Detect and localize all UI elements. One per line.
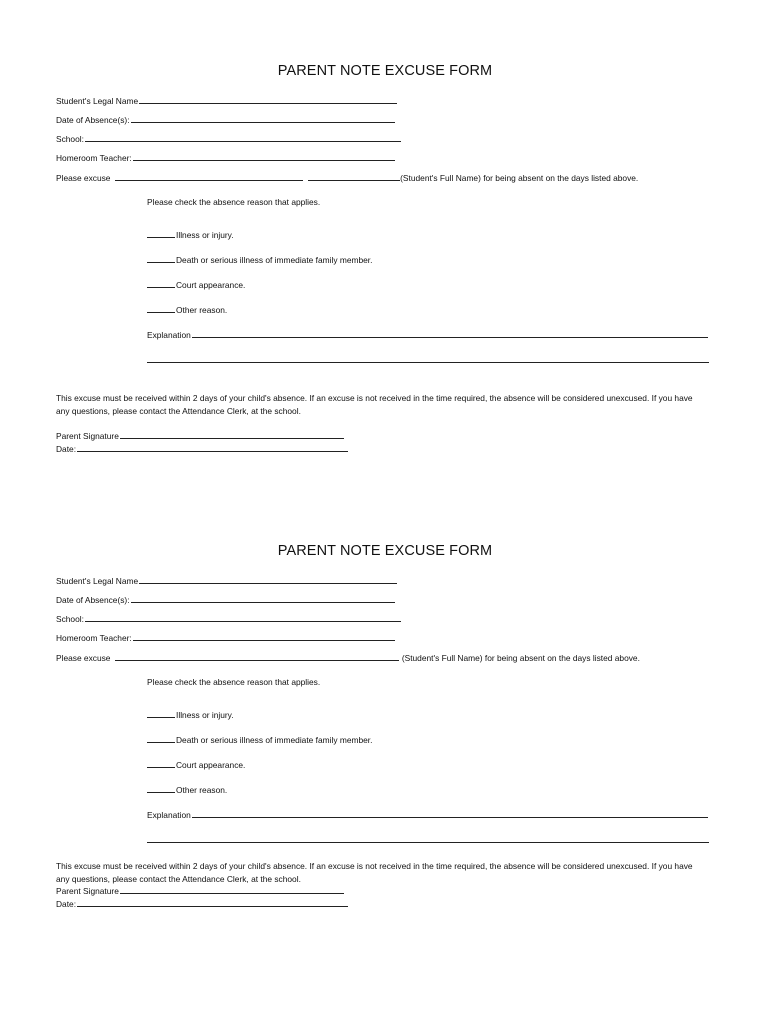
signature-label: Parent Signature: [56, 431, 119, 441]
homeroom-row: [56, 153, 395, 163]
reason-court: [147, 280, 245, 290]
reason-other: [147, 785, 227, 795]
reason-checkbox[interactable]: [147, 280, 175, 288]
form-title: PARENT NOTE EXCUSE FORM: [277, 543, 493, 559]
explanation-row-2: [147, 835, 709, 845]
date-absence-field[interactable]: [131, 595, 395, 603]
student-name-field-b[interactable]: [308, 173, 400, 181]
reason-checkbox[interactable]: [147, 760, 175, 768]
explanation-label: Explanation: [147, 330, 191, 340]
reason-other: [147, 305, 227, 315]
reason-checkbox[interactable]: [147, 255, 175, 263]
date-absence-label: Date of Absence(s):: [56, 115, 130, 125]
check-prompt: Please check the absence reason that applies.: [147, 197, 321, 207]
reason-court: [147, 760, 245, 770]
reason-label: Death or serious illness of immediate family member.: [176, 255, 373, 265]
school-field[interactable]: [85, 134, 401, 142]
homeroom-row: [56, 633, 395, 643]
notice-text: This excuse must be received within 2 days of your child's absence. If an excuse is not received in the time required, the absence will be considered unexcused. If you have any questions, please contact the Attendance Clerk, at the school.: [56, 393, 693, 416]
homeroom-field[interactable]: [133, 153, 395, 161]
reason-illness: [147, 230, 234, 240]
homeroom-label: Homeroom Teacher:: [56, 153, 132, 163]
reason-label: Illness or injury.: [176, 230, 234, 240]
homeroom-field[interactable]: [133, 633, 395, 641]
reason-label: Death or serious illness of immediate family member.: [176, 735, 373, 745]
signature-label: Parent Signature: [56, 886, 119, 896]
please-excuse-label: Please excuse: [56, 653, 111, 663]
reason-label: Illness or injury.: [176, 710, 234, 720]
reason-family: [147, 735, 372, 745]
explanation-row: [147, 330, 708, 340]
please-excuse-label: Please excuse: [56, 173, 111, 183]
date-row: [56, 444, 348, 454]
legal-name-label: Student's Legal Name: [56, 576, 139, 586]
date-label: Date:: [56, 899, 77, 909]
signature-row: [56, 431, 344, 441]
legal-name-field[interactable]: [139, 576, 397, 584]
school-label: School:: [56, 614, 84, 624]
legal-name-field[interactable]: [139, 96, 397, 104]
homeroom-label: Homeroom Teacher:: [56, 633, 132, 643]
signature-field[interactable]: [120, 431, 344, 439]
student-name-field-a[interactable]: [115, 173, 303, 181]
date-field[interactable]: [77, 899, 348, 907]
explanation-field[interactable]: [192, 810, 708, 818]
date-absence-row: [56, 595, 395, 605]
explanation-field-2[interactable]: [147, 835, 709, 843]
signature-row: [56, 886, 344, 896]
reason-checkbox[interactable]: [147, 230, 175, 238]
legal-name-label: Student's Legal Name: [56, 96, 139, 106]
school-row: [56, 614, 401, 624]
reason-checkbox[interactable]: [147, 735, 175, 743]
please-excuse-row: [56, 173, 638, 183]
explanation-row-2: [147, 355, 709, 365]
signature-field[interactable]: [120, 886, 344, 894]
explanation-field[interactable]: [192, 330, 708, 338]
school-row: [56, 134, 401, 144]
reason-illness: [147, 710, 234, 720]
reason-checkbox[interactable]: [147, 305, 175, 313]
date-field[interactable]: [77, 444, 348, 452]
school-label: School:: [56, 134, 84, 144]
check-prompt: Please check the absence reason that applies.: [147, 677, 321, 687]
please-excuse-row: [56, 653, 640, 663]
explanation-field-2[interactable]: [147, 355, 709, 363]
reason-checkbox[interactable]: [147, 710, 175, 718]
form-title: PARENT NOTE EXCUSE FORM: [277, 63, 493, 79]
date-absence-row: [56, 115, 395, 125]
explanation-label: Explanation: [147, 810, 191, 820]
excuse-suffix: (Student's Full Name) for being absent on the days listed above.: [401, 653, 640, 663]
reason-checkbox[interactable]: [147, 785, 175, 793]
reason-label: Other reason.: [176, 785, 228, 795]
reason-family: [147, 255, 372, 265]
reason-label: Court appearance.: [176, 280, 246, 290]
date-absence-field[interactable]: [131, 115, 395, 123]
school-field[interactable]: [85, 614, 401, 622]
explanation-row: [147, 810, 708, 820]
date-row: [56, 899, 348, 909]
notice-text: This excuse must be received within 2 days of your child's absence. If an excuse is not received in the time required, the absence will be considered unexcused. If you have any questions, please contact the Attendance Clerk, at the school.: [56, 861, 693, 884]
reason-label: Other reason.: [176, 305, 228, 315]
date-label: Date:: [56, 444, 77, 454]
date-absence-label: Date of Absence(s):: [56, 595, 130, 605]
legal-name-row: [56, 96, 397, 106]
excuse-suffix: (Student's Full Name) for being absent on the days listed above.: [400, 173, 639, 183]
student-name-field[interactable]: [115, 653, 399, 661]
reason-label: Court appearance.: [176, 760, 246, 770]
legal-name-row: [56, 576, 397, 586]
